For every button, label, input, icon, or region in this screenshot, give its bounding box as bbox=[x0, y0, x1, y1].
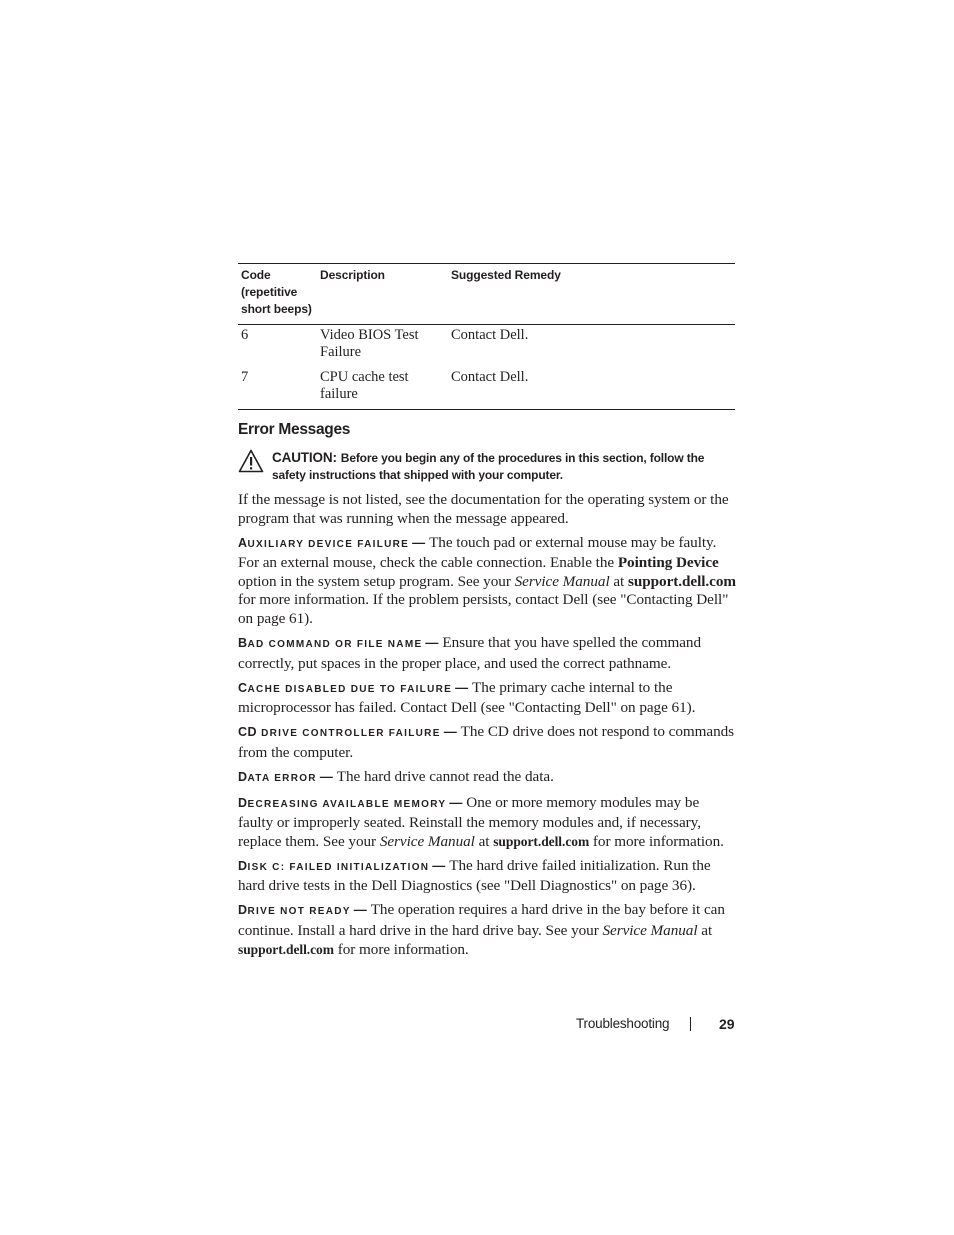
message-term: CD DRIVE CONTROLLER FAILURE bbox=[238, 725, 441, 740]
message-term: AUXILIARY DEVICE FAILURE bbox=[238, 535, 410, 550]
em-dash: — bbox=[412, 534, 426, 550]
message-drive-not-ready: DRIVE NOT READY — The operation requires a hard drive in the bay before it can continue. Install a hard drive in the hard drive bay. See your Service Manual at support.dell.com for more information. bbox=[238, 901, 725, 958]
row-remedy: Contact Dell. bbox=[451, 327, 529, 343]
header-code: Code (repetitive short beeps) bbox=[241, 268, 312, 316]
header-remedy: Suggested Remedy bbox=[451, 268, 561, 282]
caution-body: Before you begin any of the procedures in this section, follow the safety instructions that shipped with your computer. bbox=[272, 451, 705, 482]
setting-name: Pointing Device bbox=[617, 554, 719, 572]
row-code: 7 bbox=[241, 369, 249, 385]
caution-warning-icon bbox=[238, 449, 264, 473]
header-description: Description bbox=[320, 268, 385, 282]
message-cache-disabled: CACHE DISABLED DUE TO FAILURE — The primary cache internal to the microprocessor has failed. Contact Dell (see "Contacting Dell" on page 61). bbox=[238, 678, 696, 717]
footer-section-title: Troubleshooting bbox=[576, 1016, 670, 1031]
message-term: CACHE DISABLED DUE TO FAILURE bbox=[238, 680, 453, 695]
message-term: DECREASING AVAILABLE MEMORY bbox=[238, 795, 447, 810]
message-auxiliary-device-failure: AUXILIARY DEVICE FAILURE — The touch pad or external mouse may be faulty. For an external mouse, check the cable connection. Enable the Pointing Device option in the system setup program. See your Service Manual at support.dell.com for more information. If the problem persists, contact Dell (see "Contacting Dell" on page 61). bbox=[238, 533, 737, 627]
row-code: 6 bbox=[241, 327, 249, 343]
table-row bbox=[238, 325, 735, 361]
message-data-error: DATA ERROR — The hard drive cannot read the data. bbox=[238, 767, 554, 785]
em-dash: — bbox=[432, 857, 446, 873]
message-cd-drive-controller: CD DRIVE CONTROLLER FAILURE — The CD drive does not respond to commands from the computer. bbox=[238, 723, 735, 761]
row-description: Video BIOS Test Failure bbox=[320, 327, 419, 360]
section-heading: Error Messages bbox=[238, 421, 351, 438]
message-term: DRIVE NOT READY bbox=[238, 903, 351, 918]
message-disk-c-failed: DISK C: FAILED INITIALIZATION — The hard drive failed initialization. Run the hard drive tests in the Dell Diagnostics (see "Dell Diagnostics" on page 36). bbox=[238, 856, 711, 895]
em-dash: — bbox=[443, 724, 457, 740]
table-row bbox=[238, 361, 735, 409]
page-number: 29 bbox=[719, 1016, 735, 1032]
manual-title: Service Manual bbox=[602, 922, 698, 939]
message-term: DISK C: FAILED INITIALIZATION bbox=[238, 858, 430, 873]
caution-label: CAUTION: bbox=[272, 450, 337, 465]
support-link[interactable]: support.dell.com bbox=[238, 941, 334, 957]
table-header bbox=[238, 264, 735, 325]
em-dash: — bbox=[319, 768, 333, 784]
row-description: CPU cache test failure bbox=[320, 369, 409, 402]
support-link[interactable]: support.dell.com bbox=[627, 572, 737, 590]
error-messages-body bbox=[238, 491, 738, 965]
manual-title: Service Manual bbox=[514, 572, 610, 590]
manual-title: Service Manual bbox=[379, 832, 475, 850]
em-dash: — bbox=[425, 634, 439, 650]
message-term: BAD COMMAND OR FILE NAME bbox=[238, 635, 423, 650]
row-remedy: Contact Dell. bbox=[451, 369, 529, 385]
beep-code-table bbox=[238, 263, 735, 410]
footer-separator bbox=[690, 1017, 691, 1031]
message-bad-command: BAD COMMAND OR FILE NAME — Ensure that you have spelled the command correctly, put spaces in the proper place, and used the correct pathname. bbox=[238, 633, 702, 672]
em-dash: — bbox=[449, 794, 463, 810]
message-term: DATA ERROR bbox=[238, 769, 317, 784]
em-dash: — bbox=[353, 902, 367, 918]
support-link[interactable]: support.dell.com bbox=[493, 833, 590, 849]
message-decreasing-memory: DECREASING AVAILABLE MEMORY — One or more memory modules may be faulty or improperly seated. Reinstall the memory modules and, if necessary, replace them. See your Service Manual at support.dell.com for more information. bbox=[238, 793, 724, 850]
intro-paragraph: If the message is not listed, see the documentation for the operating system or the program that was running when the message appeared. bbox=[238, 491, 729, 527]
em-dash: — bbox=[455, 679, 469, 695]
caution-text bbox=[272, 449, 735, 484]
